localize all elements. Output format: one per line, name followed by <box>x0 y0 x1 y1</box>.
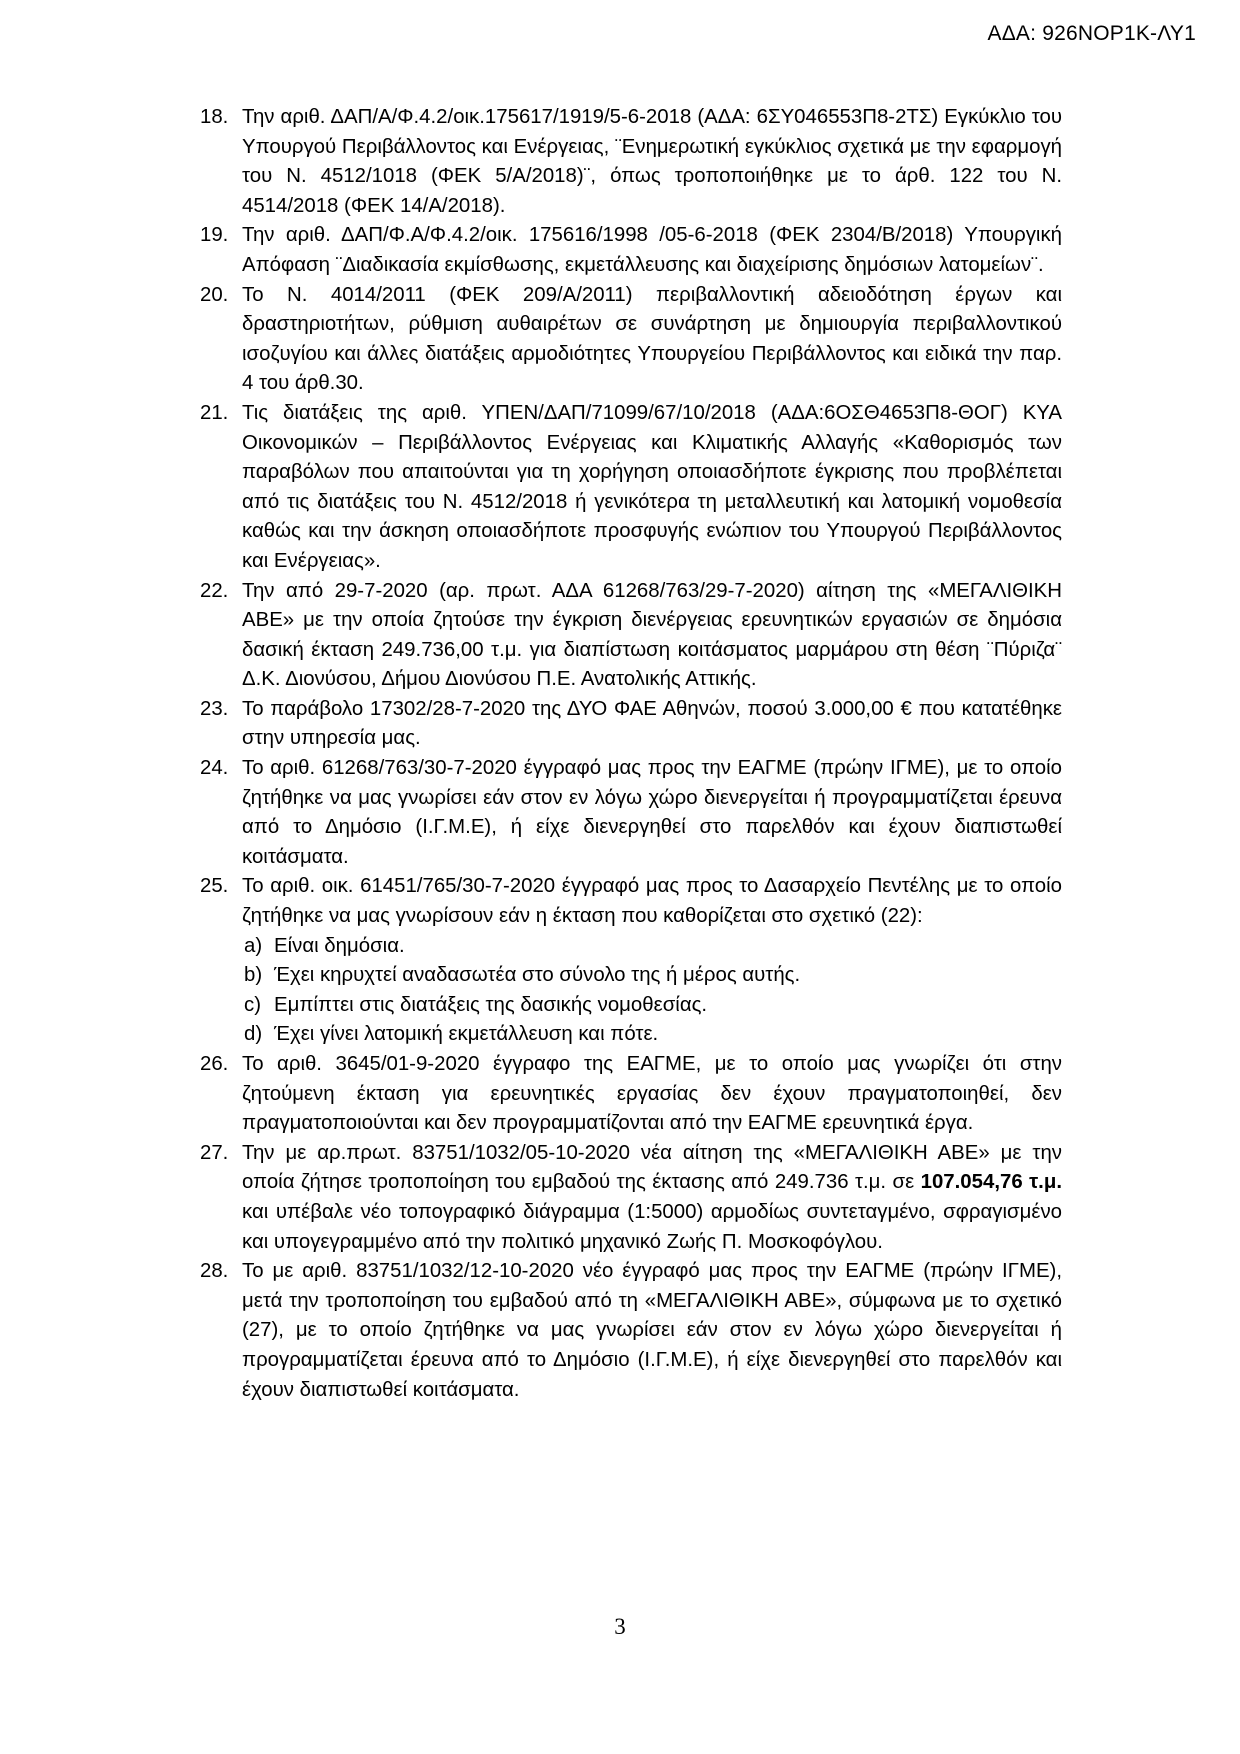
list-item-27 <box>200 1139 1062 1257</box>
list-item-23 <box>200 695 1062 754</box>
item-number: 20. <box>200 283 229 306</box>
page-number: 3 <box>614 1614 626 1639</box>
list-item-24 <box>200 754 1062 872</box>
item-number: 23. <box>200 697 229 720</box>
item-text <box>242 1142 1062 1253</box>
sub-item-letter: d) <box>244 1023 263 1046</box>
item-text: Την από 29-7-2020 (αρ. πρωτ. ΑΔΑ 61268/763/29-7-2020) αίτηση της «ΜΕΓΑΛΙΘΙΚΗ ΑΒΕ» με την οποία ζητούσε την έγκριση διενέργειας ερευνητικών εργασιών σε δημόσια δασική έκταση 249.736,00 τ.μ. για διαπίστωση κοιτάσματος μαρμάρου στη θέση ¨Πύριζα¨ Δ.Κ. Διονύσου, Δήμου Διονύσου Π.Ε. Ανατολικής Αττικής. <box>242 579 1062 691</box>
item-text: Τις διατάξεις της αριθ. ΥΠΕΝ/ΔΑΠ/71099/67/10/2018 (ΑΔΑ:6ΟΣΘ4653Π8-ΘΟΓ) ΚΥΑ Οικονομικών – Περιβάλλοντος Ενέργειας και Κλιματικής Αλλαγής «Καθορισμός των παραβόλων που απαιτούνται για τη χορήγηση οποιασδήποτε έγκρισης που προβλέπεται από τις διατάξεις του Ν. 4512/2018 ή γενικότερα τη μεταλλευτική και λατομική νομοθεσία καθώς και την άσκηση οποιασδήποτε προσφυγής ενώπιον του Υπουργού Περιβάλλοντος και Ενέργειας». <box>242 401 1062 572</box>
item-text-after: και υπέβαλε νέο τοπογραφικό διάγραμμα (1:5000) αρμοδίως συντεταγμένο, σφραγισμένο και υπογεγραμμένο από την πολιτικό μηχανικό Ζωής Π. Μοσκοφόγλου. <box>242 1200 1062 1253</box>
sub-item-letter: c) <box>244 993 261 1016</box>
item-number: 18. <box>200 106 229 128</box>
item-number: 22. <box>200 579 229 602</box>
list-item-19 <box>200 221 1062 280</box>
item-text: Το αριθ. 61268/763/30-7-2020 έγγραφό μας προς την ΕΑΓΜΕ (πρώην ΙΓΜΕ), με το οποίο ζητήθηκε να μας γνωρίσει εάν στον εν λόγω χώρο διενεργείται ή προγραμματίζεται έρευνα από το Δημόσιο (Ι.Γ.Μ.Ε), ή είχε διενεργηθεί στο παρελθόν και έχουν διαπιστωθεί κοιτάσματα. <box>242 757 1062 868</box>
sub-list-item-c <box>244 991 1062 1021</box>
sub-list <box>242 932 1062 1050</box>
sub-item-text: Εμπίπτει στις διατάξεις της δασικής νομοθεσίας. <box>274 993 708 1016</box>
sub-list-item-d <box>244 1020 1062 1050</box>
sub-list-item-a <box>244 932 1062 962</box>
item-text: Την αριθ. ΔΑΠ/Α/Φ.4.2/οικ.175617/1919/5-6-2018 (ΑΔΑ: 6ΣΥ046553Π8-2ΤΣ) Εγκύκλιο του Υπουργού Περιβάλλοντος και Ενέργειας, ¨Ενημερωτική εγκύκλιος σχετικά με την εφαρμογή του Ν. 4512/1018 (ΦΕΚ 5/Α/2018)¨, όπως τροποποιήθηκε με το άρθ. 122 του Ν. 4514/2018 (ΦΕΚ 14/Α/2018). <box>242 106 1062 217</box>
document-ada-code: ΑΔΑ: 926ΝΟΡ1Κ-ΛΥ1 <box>987 22 1196 45</box>
item-number: 25. <box>200 875 229 898</box>
list-item-20 <box>200 281 1062 399</box>
item-number: 21. <box>200 401 229 424</box>
item-number: 24. <box>200 757 229 780</box>
item-text: Το αριθ. οικ. 61451/765/30-7-2020 έγγραφό μας προς το Δασαρχείο Πεντέλης με το οποίο ζητήθηκε να μας γνωρίσουν εάν η έκταση που καθορίζεται στο σχετικό (22): <box>242 875 1062 928</box>
sub-item-letter: a) <box>244 934 263 957</box>
item-text: Το με αριθ. 83751/1032/12-10-2020 νέο έγγραφό μας προς την ΕΑΓΜΕ (πρώην ΙΓΜΕ), μετά την τροποποίηση του εμβαδού από τη «ΜΕΓΑΛΙΘΙΚΗ ΑΒΕ», σύμφωνα με το σχετικό (27), με το οποίο ζητήθηκε να μας γνωρίσει εάν στον εν λόγω χώρο διενεργείται ή προγραμματίζεται έρευνα από το Δημόσιο (Ι.Γ.Μ.Ε), ή είχε διενεργηθεί στο παρελθόν και έχουν διαπιστωθεί κοιτάσματα. <box>242 1260 1062 1401</box>
item-text: Την αριθ. ΔΑΠ/Φ.Α/Φ.4.2/οικ. 175616/1998 /05-6-2018 (ΦΕΚ 2304/Β/2018) Υπουργική Απόφαση ¨Διαδικασία εκμίσθωσης, εκμετάλλευσης και διαχείρισης δημόσιων λατομείων¨. <box>242 224 1062 276</box>
item-number: 19. <box>200 224 229 247</box>
item-text-before: Την με αρ.πρωτ. 83751/1032/05-10-2020 νέα αίτηση της «ΜΕΓΑΛΙΘΙΚΗ ΑΒΕ» με την οποία ζήτησε τροποποίηση του εμβαδού της έκτασης από 249.736 τ.μ. σε <box>242 1141 1062 1194</box>
item-text: Το παράβολο 17302/28-7-2020 της ΔΥΟ ΦΑΕ Αθηνών, ποσού 3.000,00 € που κατατέθηκε στην υπηρεσία μας. <box>242 697 1062 750</box>
sub-item-text: Έχει γίνει λατομική εκμετάλλευση και πότε. <box>274 1023 659 1046</box>
list-item-28 <box>200 1257 1062 1405</box>
item-text: Το Ν. 4014/2011 (ΦΕΚ 209/Α/2011) περιβαλλοντική αδειοδότηση έργων και δραστηριοτήτων, ρύθμιση αυθαιρέτων σε συνάρτηση με δημιουργία περιβαλλοντικού ισοζυγίου και άλλες διατάξεις αρμοδιότητες Υπουργείου Περιβάλλοντος και ειδικά την παρ. 4 του άρθ.30. <box>242 283 1062 395</box>
sub-item-text: Είναι δημόσια. <box>274 934 405 957</box>
item-number: 26. <box>200 1053 229 1075</box>
sub-item-letter: b) <box>244 964 263 987</box>
list-item-25 <box>200 872 1062 1050</box>
list-item-26 <box>200 1050 1062 1139</box>
list-item-21 <box>200 399 1062 577</box>
sub-list-item-b <box>244 961 1062 991</box>
area-emphasis: 107.054,76 τ.μ. <box>920 1171 1062 1194</box>
sub-item-text: Έχει κηρυχτεί αναδασωτέα στο σύνολο της ή μέρος αυτής. <box>274 964 801 987</box>
item-number: 28. <box>200 1260 229 1283</box>
item-text: Το αριθ. 3645/01-9-2020 έγγραφο της ΕΑΓΜΕ, με το οποίο μας γνωρίζει ότι στην ζητούμενη έκταση για ερευνητικές εργασίας δεν έχουν πραγματοποιηθεί, δεν πραγματοποιούνται και δεν προγραμματίζονται από την ΕΑΓΜΕ ερευνητικά έργα. <box>242 1053 1062 1135</box>
document-body <box>200 103 1062 1405</box>
list-item-18 <box>200 103 1062 221</box>
list-item-22 <box>200 577 1062 695</box>
item-number: 27. <box>200 1141 229 1164</box>
